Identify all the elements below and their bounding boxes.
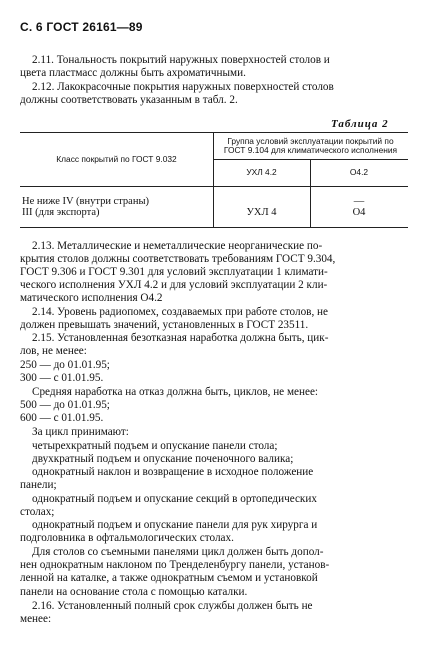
- paragraph-line: 2.12. Лакокрасочные покрытия наружных поверхностей столов: [32, 81, 334, 93]
- table-title: Таблица 2: [331, 118, 389, 130]
- body-line: Средняя наработка на отказ должна быть, циклов, не менее:: [32, 386, 319, 398]
- paragraph-line: цвета пластмасс должны быть ахроматичными.: [20, 67, 246, 79]
- body-line: За цикл принимают:: [32, 426, 129, 438]
- body-line: 500 — до 01.01.95;: [20, 399, 110, 411]
- body-line: столах;: [20, 506, 55, 518]
- table-subheader-o4: О4.2: [349, 167, 369, 177]
- body-line: должен превышать значений, установленных в ГОСТ 23511.: [20, 319, 309, 331]
- body-line: ГОСТ 9.306 и ГОСТ 9.301 для условий эксплуатации 1 климати-: [20, 266, 328, 278]
- body-line: нен однократным наклоном по Тренделенбургу панели, установ-: [20, 559, 330, 571]
- body-line: подголовника в офтальмологических столах.: [20, 532, 234, 544]
- body-line: однократный наклон и возвращение в исходное положение: [32, 466, 314, 478]
- body-line: лов, не менее:: [20, 345, 87, 357]
- body-line: 250 — до 01.01.95;: [20, 359, 110, 371]
- body-line: панели;: [20, 479, 57, 491]
- table-row-value-uhl: УХЛ 4: [246, 207, 277, 218]
- body-line: ленной на каталке, а также однократным съемом и установкой: [20, 572, 318, 584]
- table-group-header-line1: Группа условий эксплуатации покрытий по: [227, 136, 394, 146]
- body-line: 600 — с 01.01.95.: [20, 412, 104, 424]
- table-col1-header: Класс покрытий по ГОСТ 9.032: [56, 154, 177, 164]
- table-rule-top: [20, 132, 408, 133]
- body-line: 2.15. Установленная безотказная наработка должна быть, цик-: [32, 332, 329, 344]
- table-subheader-uhl: УХЛ 4.2: [246, 167, 277, 177]
- body-line: менее:: [20, 613, 52, 625]
- table-row-class-line2: III (для экспорта): [22, 207, 100, 218]
- body-line: Для столов со съемными панелями цикл должен быть допол-: [32, 546, 324, 558]
- body-line: 2.16. Установленный полный срок службы должен быть не: [32, 600, 313, 612]
- body-line: однократный подъем и опускание секций в ортопедических: [32, 493, 317, 505]
- body-line: матического исполнения О4.2: [20, 292, 163, 304]
- body-line: крытия столов должны соответствовать требованиям ГОСТ 9.304,: [20, 253, 336, 265]
- page-header: С. 6 ГОСТ 26161—89: [20, 20, 143, 34]
- body-line: ческого исполнения УХЛ 4.2 и для условий эксплуатации 2 кли-: [20, 279, 328, 291]
- body-line: двухкратный подъем и опускание поченочного валика;: [32, 453, 294, 465]
- paragraph-line: 2.11. Тональность покрытий наружных поверхностей столов и: [32, 54, 330, 66]
- body-line: однократный подъем и опускание панели для рук хирурга и: [32, 519, 318, 531]
- body-line: четырехкратный подъем и опускание панели стола;: [32, 440, 278, 452]
- table-rule-bottom: [20, 227, 408, 228]
- table-row-value-o4: О4: [352, 207, 366, 218]
- table-group-header-line2: ГОСТ 9.104 для климатического исполнения: [223, 145, 398, 155]
- table-row-class-line1: Не ниже IV (внутри страны): [22, 196, 150, 207]
- body-line: 2.14. Уровень радиопомех, создаваемых при работе столов, не: [32, 306, 329, 318]
- body-line: панели на основание стола с помощью каталки.: [20, 586, 248, 598]
- body-line: 2.13. Металлические и неметаллические неорганические по-: [32, 240, 323, 252]
- table-row-dash: —: [353, 196, 365, 207]
- table-rule-header: [20, 186, 408, 187]
- body-line: 300 — с 01.01.95.: [20, 372, 104, 384]
- paragraph-line: должны соответствовать указанным в табл. 2.: [20, 94, 238, 106]
